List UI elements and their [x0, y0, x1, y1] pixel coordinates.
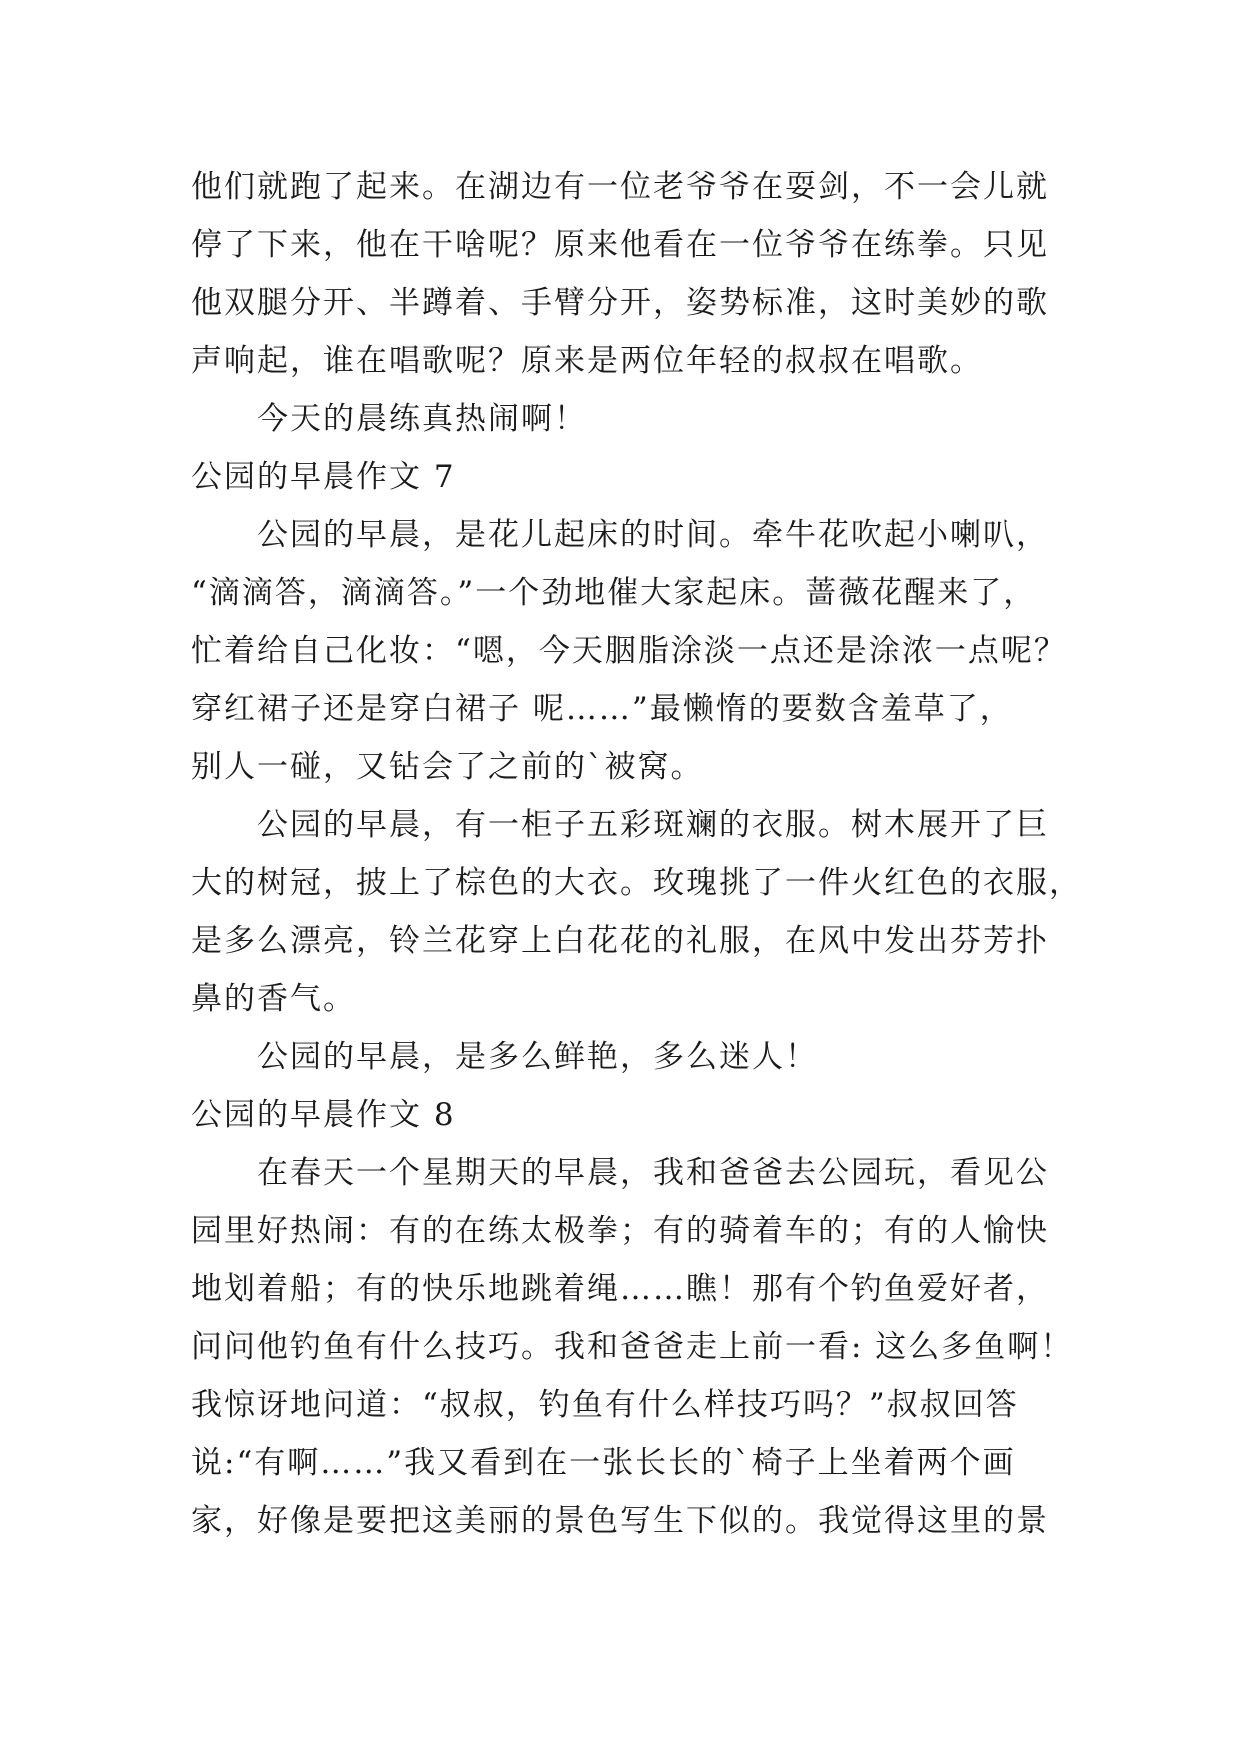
section-heading: 公园的早晨作文 8 — [191, 1097, 456, 1133]
text-line: 声响起，谁在唱歌呢？原来是两位年轻的叔叔在唱歌。 — [191, 343, 983, 379]
text-line: 停了下来，他在干啥呢？原来他看在一位爷爷在练拳。只见 — [191, 227, 1049, 263]
text-line: 公园的早晨，是多么鲜艳，多么迷人！ — [257, 1039, 818, 1075]
text-line: 他双腿分开、半蹲着、手臂分开，姿势标准，这时美妙的歌 — [191, 285, 1049, 321]
text-line: 说:“有啊……”我又看到在一张长长的`椅子上坐着两个画 — [191, 1445, 1016, 1481]
text-line: 园里好热闹：有的在练太极拳；有的骑着车的；有的人愉快 — [191, 1213, 1049, 1249]
text-line: 公园的早晨，有一柜子五彩斑斓的衣服。树木展开了巨 — [257, 807, 1049, 843]
text-line: 在春天一个星期天的早晨，我和爸爸去公园玩，看见公 — [257, 1155, 1049, 1191]
text-line: 他们就跑了起来。在湖边有一位老爷爷在耍剑，不一会儿就 — [191, 169, 1049, 205]
document-body — [191, 158, 1082, 1550]
text-line: 是多么漂亮，铃兰花穿上白花花的礼服，在风中发出芬芳扑 — [191, 923, 1049, 959]
text-line: 穿红裙子还是穿白裙子 呢……”最懒惰的要数含羞草了， — [191, 691, 1013, 727]
text-line: 地划着船；有的快乐地跳着绳……瞧！那有个钓鱼爱好者， — [191, 1271, 1049, 1307]
text-line: “滴滴答，滴滴答。”一个劲地催大家起床。蔷薇花醒来了， — [191, 575, 1037, 611]
text-line: 家，好像是要把这美丽的景色写生下似的。我觉得这里的景 — [191, 1503, 1049, 1539]
text-line: 鼻的香气。 — [191, 981, 356, 1017]
section-heading: 公园的早晨作文 7 — [191, 459, 456, 495]
text-line: 问问他钓鱼有什么技巧。我和爸爸走上前一看: 这么多鱼啊！ — [191, 1329, 1074, 1365]
text-line: 忙着给自己化妆：“嗯，今天胭脂涂淡一点还是涂浓一点呢？ — [191, 633, 1067, 669]
text-line: 公园的早晨，是花儿起床的时间。牵牛花吹起小喇叭， — [257, 517, 1049, 553]
text-line: 别人一碰，又钻会了之前的`被窝。 — [191, 749, 704, 785]
text-line: 大的树冠，披上了棕色的大衣。玫瑰挑了一件火红色的衣服， — [191, 865, 1082, 901]
text-line: 今天的晨练真热闹啊！ — [257, 401, 587, 437]
text-line: 我惊讶地问道：“叔叔，钓鱼有什么样技巧吗？”叔叔回答 — [191, 1387, 1019, 1423]
